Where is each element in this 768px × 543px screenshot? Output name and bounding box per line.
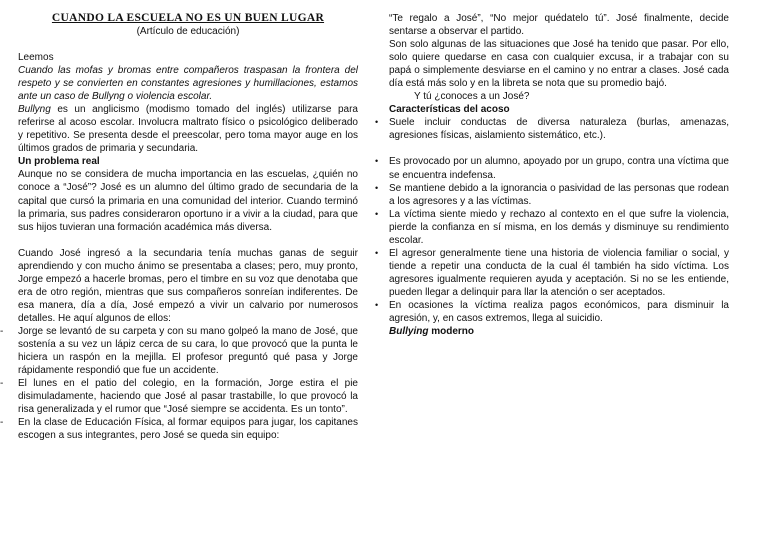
- list-item-text: La víctima siente miedo y rechazo al contexto en el que sufre la violencia, pierde la confianza en sí misma, en los demás y disminuye su rendimiento escolar.: [389, 208, 729, 246]
- list-item: [0, 416, 358, 442]
- bullyng-term: Bullyng: [18, 104, 51, 116]
- list-item: [375, 182, 729, 208]
- spacer: [18, 234, 358, 247]
- list-item: [375, 116, 729, 142]
- list-item-text: En la clase de Educación Física, al formar equipos para jugar, los capitanes escogen a sus integrantes, pero José se queda sin equipo:: [18, 417, 358, 442]
- list-item: [375, 299, 729, 325]
- paragraph-problema: Aunque no se considera de mucha importancia en las escuelas, ¿quién no conoce a “José”? José es un alumno del último grado de secundaria de la capital que cursó la primaria en una comunidad del interior. Cuando terminó la primaria, sus padres consideraron oportuno ir a vivir a la ciudad, para que sus hijos tuvieran una formación académica más diversa.: [18, 169, 358, 233]
- bullyng-definition: [18, 103, 358, 155]
- list-item: [375, 247, 729, 299]
- bullying-term: Bullying: [389, 326, 429, 338]
- list-item-text: Suele incluir conductas de diversa naturaleza (burlas, amenazas, agresiones físicas, aislamiento sistemático, etc.).: [389, 117, 729, 142]
- list-item-text: El agresor generalmente tiene una historia de violencia familiar o social, y tiende a repetir una conducta de la cual él también ha sido víctima. Los agresores igualmente requieren ayuda y aceptación. Si no se les entiende, pueden llegar a delinquir para llar la atención o ser aceptados.: [389, 247, 729, 298]
- paragraph-quotes: “Te regalo a José”, “No mejor quédatelo tú”. José finalmente, decide sentarse a observar el partido.: [389, 13, 729, 38]
- intro-paragraph: Cuando las mofas y bromas entre compañeros traspasan la frontera del respeto y se convierten en constantes agresiones y humillaciones, estamos ante un caso de Bullyng o violencia escolar.: [18, 65, 358, 103]
- article-subtitle: (Artículo de educación): [136, 26, 240, 37]
- bullet-marker: •: [375, 247, 379, 258]
- heading-problema-real: Un problema real: [18, 156, 100, 168]
- list-item: [375, 155, 729, 181]
- bullet-marker: •: [375, 299, 379, 310]
- right-column: [375, 0, 729, 338]
- question-line: Y tú ¿conoces a un José?: [414, 91, 530, 103]
- heading-moderno-text: moderno: [428, 326, 475, 338]
- list-item: [0, 325, 358, 377]
- article-title: CUANDO LA ESCUELA NO ES UN BUEN LUGAR: [51, 12, 325, 24]
- bullet-marker: •: [375, 117, 379, 128]
- list-item-text: El lunes en el patio del colegio, en la formación, Jorge estira el pie disimuladamente, haciendo que José al pasar trastabille, lo que provocó la risa generalizada y el rumor que “José siempre se accidenta. Es un tonto”.: [18, 378, 358, 416]
- list-item-text: Se mantiene debido a la ignorancia o pasividad de las personas que rodean a los agresores y a las víctimas.: [389, 182, 729, 207]
- bullet-marker: •: [375, 156, 379, 167]
- list-item-text: En ocasiones la víctima realiza pagos económicos, para disminuir la agresión, y, en casos extremos, llega al suicidio.: [389, 299, 729, 325]
- dash-marker: -: [0, 378, 4, 390]
- paragraph-situaciones: Son solo algunas de las situaciones que José ha tenido que pasar. Por ello, solo quiere quedarse en casa con cualquier excusa, ir a trabajar con su papá o simplemente desviarse en el camino y no entrar a clases. José cada día está más solo y en la libreta se nota que su promedio bajó.: [389, 39, 729, 90]
- list-item: [375, 208, 729, 247]
- bullyng-definition-text: es un anglicismo (modismo tomado del inglés) utilizarse para referirse al acoso escolar. Involucra maltrato físico o psicológico deliberado y repetitivo. Se presenta desde el preescolar, pero toma mayor auge en los últimos grados de primaria y secundaria.: [18, 104, 358, 155]
- left-column: [0, 0, 358, 442]
- list-item: [0, 377, 358, 416]
- heading-bullying-moderno: [389, 325, 729, 338]
- leemos-label: Leemos: [18, 52, 54, 63]
- heading-caracteristicas: Características del acoso: [389, 104, 510, 116]
- dash-marker: -: [0, 417, 4, 429]
- bullet-marker: •: [375, 208, 379, 219]
- list-item-text: Es provocado por un alumno, apoyado por un grupo, contra una víctima que se encuentra indefensa.: [389, 156, 729, 181]
- list-item-text: Jorge se levantó de su carpeta y con su mano golpeó la mano de José, que sostenía a su vez un lápiz cerca de su cara, lo que provocó que la punta le hiciera un raspón en la mejilla. El profesor preguntó qué pasa y Jorge rápidamente respondió que fue un accidente.: [18, 325, 358, 377]
- paragraph-ingreso: Cuando José ingresó a la secundaria tenía muchas ganas de seguir aprendiendo y con mucho ánimo se presentaba a clases; pero, muy pronto, Jorge empezó a hacerle bromas, pero el timbre en su voz que denotaba que era de otro región, mientras que sus compañeros sonreían indiferentes. De esa manera, día a día, José empezó a vivir un calvario por numerosos detalles. He aquí algunos de ellos:: [18, 247, 358, 324]
- bullet-marker: •: [375, 182, 379, 193]
- dash-marker: -: [0, 325, 4, 337]
- spacer: [389, 142, 729, 155]
